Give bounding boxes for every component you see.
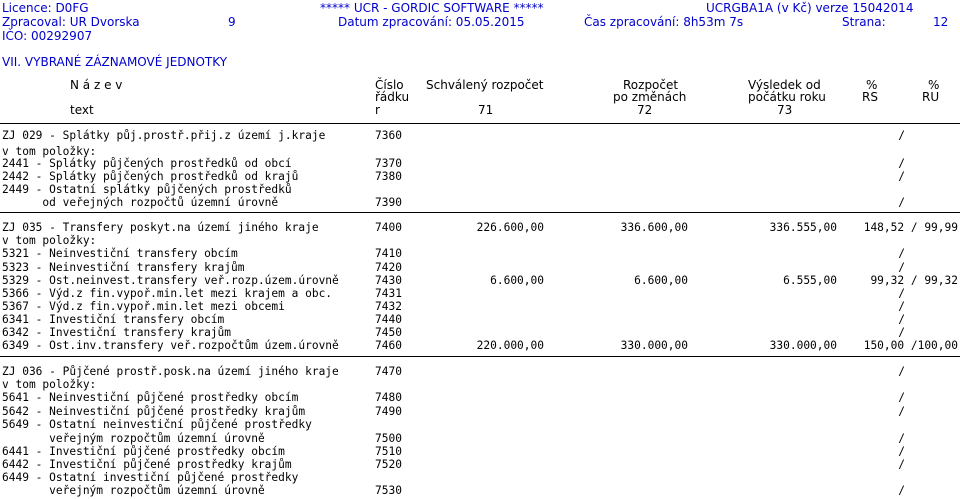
- row-percent: /: [898, 445, 905, 458]
- col-rozpocet-num: 72: [637, 103, 653, 117]
- row-line-number: 7440: [375, 313, 402, 326]
- section-divider: [0, 212, 960, 213]
- row-result-ytd: 330.000,00: [769, 339, 837, 352]
- col-rs: %: [866, 78, 878, 92]
- row-line-number: 7400: [375, 221, 402, 234]
- row-result-ytd: 336.555,00: [769, 221, 837, 234]
- ico-label: IČO: 00292907: [2, 29, 93, 43]
- col-schvaleny-sub: r: [375, 103, 380, 117]
- row-name: veřejným rozpočtům územní úrovně: [2, 484, 265, 497]
- row-line-number: 7470: [375, 365, 402, 378]
- col-rozpocet: Rozpočet: [623, 78, 679, 92]
- row-name: veřejným rozpočtům územní úrovně: [2, 432, 265, 445]
- header-divider: [0, 123, 960, 124]
- row-percent: /: [898, 300, 905, 313]
- row-name: ZJ 036 - Půjčené prostř.posk.na území jiného kraje: [2, 365, 339, 378]
- row-line-number: 7410: [375, 247, 402, 260]
- col-vysledek-sub: počátku roku: [748, 90, 826, 104]
- row-line-number: 7420: [375, 261, 402, 274]
- processed-by: Zpracoval: UR Dvorska: [2, 15, 140, 29]
- row-line-number: 7450: [375, 326, 402, 339]
- row-percent: /: [898, 261, 905, 274]
- row-percent: /: [898, 170, 905, 183]
- row-name: 5321 - Neinvestiční transfery obcím: [2, 247, 238, 260]
- col-schvaleny: Schválený rozpočet: [426, 78, 544, 92]
- row-percent: /: [898, 247, 905, 260]
- row-budget-after-changes: 336.600,00: [620, 221, 688, 234]
- row-result-ytd: 6.555,00: [783, 274, 837, 287]
- row-name: ZJ 035 - Transfery poskyt.na území jiného kraje: [2, 221, 319, 234]
- row-line-number: 7460: [375, 339, 402, 352]
- row-line-number: 7510: [375, 445, 402, 458]
- col-schvaleny-num: 71: [478, 103, 494, 117]
- row-line-number: 7360: [375, 129, 402, 142]
- row-percent: /: [898, 287, 905, 300]
- row-approved-budget: 220.000,00: [476, 339, 544, 352]
- row-line-number: 7431: [375, 287, 402, 300]
- row-line-number: 7430: [375, 274, 402, 287]
- row-line-number: 7520: [375, 458, 402, 471]
- row-budget-after-changes: 330.000,00: [620, 339, 688, 352]
- row-name: 2442 - Splátky půjčených prostředků od krajů: [2, 170, 299, 183]
- row-line-number: 7370: [375, 157, 402, 170]
- row-name: 2441 - Splátky půjčených prostředků od obcí: [2, 157, 292, 170]
- row-name: v tom položky:: [2, 378, 97, 391]
- row-name: v tom položky:: [2, 145, 97, 158]
- row-percent: /: [898, 405, 905, 418]
- row-name: 5329 - Ost.neinvest.transfery veř.rozp.územ.úrovně: [2, 274, 339, 287]
- row-name: 6349 - Ost.inv.transfery veř.rozpočtům územ.úrovně: [2, 339, 339, 352]
- processing-date: Datum zpracování: 05.05.2015: [338, 15, 525, 29]
- col-rozpocet-sub: po změnách: [613, 90, 687, 104]
- row-name: 5367 - Výd.z fin.vypoř.min.let mezi obcemi: [2, 300, 285, 313]
- row-line-number: 7380: [375, 170, 402, 183]
- row-percent: /: [898, 365, 905, 378]
- section-divider: [0, 356, 960, 357]
- row-name: 5642 - Neinvestiční půjčené prostředky krajům: [2, 405, 306, 418]
- row-name: v tom položky:: [2, 234, 97, 247]
- row-line-number: 7480: [375, 391, 402, 404]
- row-line-number: 7490: [375, 405, 402, 418]
- col-ru-sub: RU: [922, 90, 940, 104]
- processed-number: 9: [228, 15, 236, 29]
- row-name: 6442 - Investiční půjčené prostředky krajům: [2, 458, 292, 471]
- row-name: ZJ 029 - Splátky půj.prostř.přij.z území j.kraje: [2, 129, 326, 142]
- row-approved-budget: 226.600,00: [476, 221, 544, 234]
- row-name: 5323 - Neinvestiční transfery krajům: [2, 261, 245, 274]
- row-line-number: 7500: [375, 432, 402, 445]
- report-stars-title: ***** UCR - GORDIC SOFTWARE *****: [320, 1, 544, 15]
- row-percent: /: [898, 129, 905, 142]
- section-title: VII. VYBRANÉ ZÁZNAMOVÉ JEDNOTKY: [2, 55, 228, 69]
- row-name: 2449 - Ostatní splátky půjčených prostředků: [2, 183, 292, 196]
- col-cislo: Číslo: [375, 78, 404, 92]
- row-name: od veřejných rozpočtů územní úrovně: [2, 196, 279, 209]
- row-percent: 148,52 / 99,99: [863, 221, 958, 234]
- processing-time: Čas zpracování: 8h53m 7s: [584, 15, 744, 29]
- row-budget-after-changes: 6.600,00: [634, 274, 688, 287]
- col-nazev-sub: text: [70, 103, 94, 117]
- row-percent: 99,32 / 99,32: [870, 274, 958, 287]
- row-percent: /: [898, 391, 905, 404]
- licence-label: Licence: D0FG: [2, 1, 89, 15]
- row-name: 5366 - Výd.z fin.vypoř.min.let mezi krajem a obc.: [2, 287, 333, 300]
- row-percent: /: [898, 432, 905, 445]
- row-percent: /: [898, 313, 905, 326]
- row-percent: /: [898, 458, 905, 471]
- col-ru: %: [928, 78, 940, 92]
- row-percent: /: [898, 157, 905, 170]
- col-vysledek-num: 73: [777, 103, 793, 117]
- row-line-number: 7390: [375, 196, 402, 209]
- row-percent: /: [898, 196, 905, 209]
- page-number: 12: [933, 15, 949, 29]
- row-name: 6341 - Investiční transfery obcím: [2, 313, 225, 326]
- row-name: 6449 - Ostatní investiční půjčené prostředky: [2, 471, 299, 484]
- row-name: 6342 - Investiční transfery krajům: [2, 326, 232, 339]
- col-vysledek: Výsledek od: [748, 78, 821, 92]
- row-percent: /: [898, 484, 905, 497]
- row-percent: /: [898, 326, 905, 339]
- row-percent: 150,00 /100,00: [863, 339, 958, 352]
- col-nazev: N á z e v: [70, 78, 123, 92]
- col-cislo-sub: řádku: [375, 90, 410, 104]
- row-name: 6441 - Investiční půjčené prostředky obcím: [2, 445, 285, 458]
- col-rs-sub: RS: [862, 90, 878, 104]
- page-label: Strana:: [842, 15, 886, 29]
- row-name: 5641 - Neinvestiční půjčené prostředky obcím: [2, 391, 299, 404]
- row-approved-budget: 6.600,00: [490, 274, 544, 287]
- row-line-number: 7530: [375, 484, 402, 497]
- report-code: UCRGBA1A (v Kč) verze 15042014: [706, 1, 914, 15]
- row-name: 5649 - Ostatní neinvestiční půjčené prostředky: [2, 418, 312, 431]
- row-line-number: 7432: [375, 300, 402, 313]
